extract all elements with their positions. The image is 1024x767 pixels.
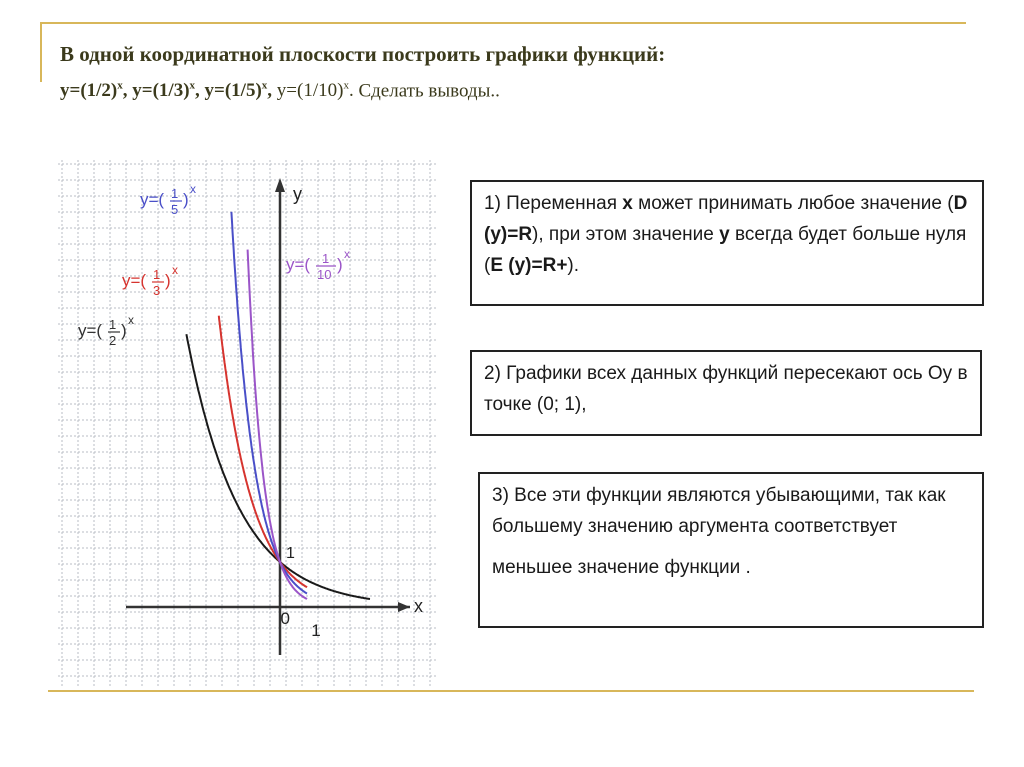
title-line1: В одной координатной плоскости построить графики функций: xyxy=(60,42,666,66)
svg-text:1: 1 xyxy=(153,267,161,282)
title-formula: $y=(1/5)^x$, xyxy=(204,80,277,102)
left-rule xyxy=(40,22,42,82)
svg-text:x: x xyxy=(344,247,350,261)
svg-text:): ) xyxy=(121,321,127,340)
svg-text:5: 5 xyxy=(171,202,179,217)
title-formula: $y=(1/3)^x$, xyxy=(132,80,205,102)
conclusion-1-text: ). xyxy=(567,255,580,276)
svg-text:1: 1 xyxy=(171,186,179,201)
title-tail: Сделать выводы.. xyxy=(358,80,500,102)
y-axis-label: y xyxy=(293,184,302,204)
conclusion-1-text: 1) Переменная xyxy=(484,193,623,214)
title-formula: $y=(1/2)^x$, xyxy=(60,80,133,102)
svg-text:y=(: y=( xyxy=(286,255,311,274)
svg-text:x: x xyxy=(172,263,178,277)
y-tick-label: 1 xyxy=(286,545,295,562)
conclusion-box-3 xyxy=(478,472,984,628)
function-graph xyxy=(58,160,438,686)
conclusion-1-text: может принимать любое значение ( xyxy=(632,193,954,214)
conclusion-1-var-y: у xyxy=(719,224,730,245)
conclusion-1-text: всегда будет больше нуля ( xyxy=(484,224,967,276)
svg-text:1: 1 xyxy=(322,251,330,266)
x-tick-label: 1 xyxy=(311,621,321,640)
conclusion-1-range: E (y)=R+ xyxy=(490,255,568,276)
origin-label: 0 xyxy=(280,609,290,628)
title-line2 xyxy=(60,70,960,107)
conclusion-1-text: ), при этом значение xyxy=(532,224,720,245)
title-formula: $y=(1/10)^x$. xyxy=(276,80,359,102)
svg-text:2: 2 xyxy=(109,333,117,348)
svg-text:): ) xyxy=(183,190,189,209)
formula-list xyxy=(60,80,358,101)
bottom-rule xyxy=(48,690,974,692)
conclusion-2-text: 2) Графики всех данных функций пересекают ось Оу в точке (0; 1), xyxy=(484,363,968,415)
svg-text:x: x xyxy=(190,182,196,196)
svg-text:1: 1 xyxy=(109,317,117,332)
svg-text:): ) xyxy=(337,255,343,274)
svg-text:3: 3 xyxy=(153,283,161,298)
conclusion-1-var-x: х xyxy=(622,193,633,214)
svg-text:y=(: y=( xyxy=(122,271,147,290)
svg-text:x: x xyxy=(128,313,134,327)
svg-text:y=(: y=( xyxy=(78,321,103,340)
conclusion-3-text-end: меньшее значение функции . xyxy=(492,557,751,578)
top-rule xyxy=(40,22,966,24)
svg-text:): ) xyxy=(165,271,171,290)
conclusion-box-2 xyxy=(470,350,982,436)
x-axis-label: x xyxy=(414,596,423,616)
conclusion-3-text: 3) Все эти функции являются убывающими, так как большему значению аргумента соответствует xyxy=(492,485,946,537)
conclusion-1-domain: D (y)=R xyxy=(484,193,968,245)
conclusion-box-1 xyxy=(470,180,984,306)
slide-title xyxy=(60,38,960,107)
svg-text:10: 10 xyxy=(317,267,332,282)
svg-text:y=(: y=( xyxy=(140,190,165,209)
